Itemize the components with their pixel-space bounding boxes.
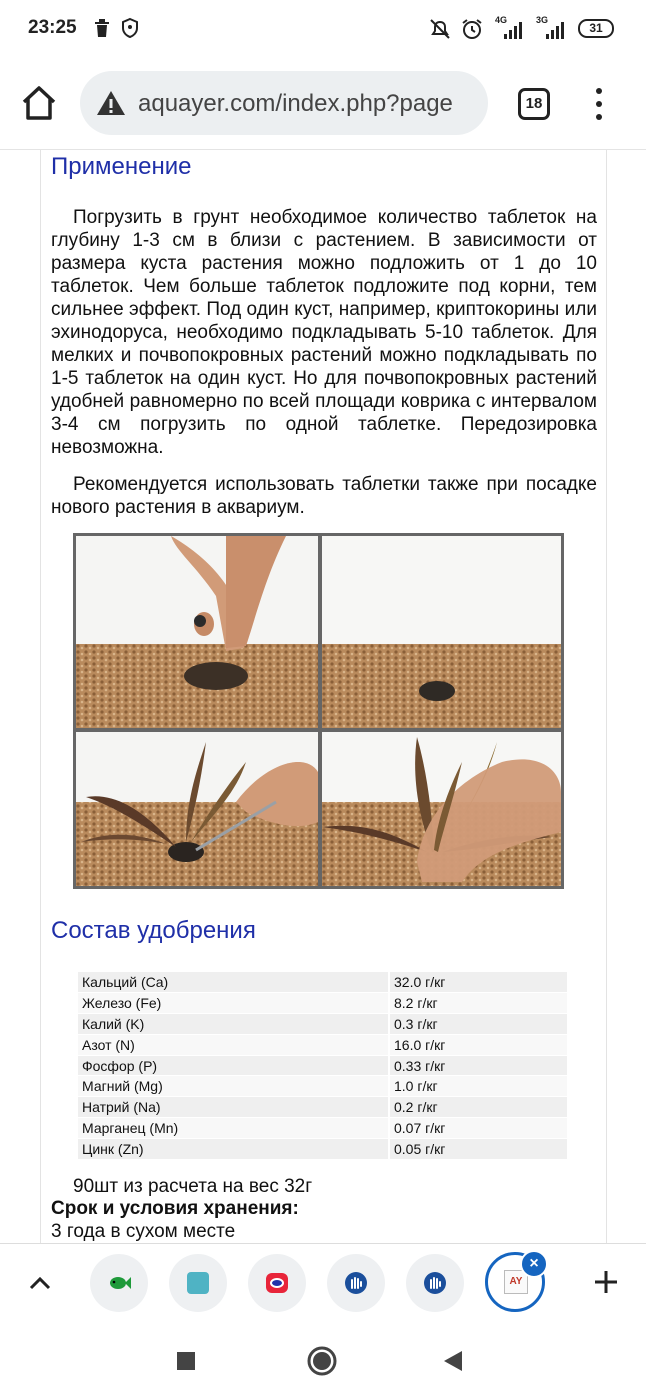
status-time: 23:25 <box>28 17 77 38</box>
composition-value: 16.0 г/кг <box>389 1034 567 1055</box>
shield-icon <box>120 17 140 39</box>
composition-value: 0.05 г/кг <box>389 1138 567 1159</box>
photo-planted-cryptocoryne <box>322 732 561 886</box>
usage-paragraph-1: Погрузить в грунт необходимое количество таблеток на глубину 1-3 см в близи с растением. В зависимости от размера куста растения можно подложить от 1 до 10 таблеток. Чем больше таблеток подложите под корни, тем сильнее эффект. Под один куст, например, криптокорины или эхинодоруса, необходимо подкладывать 5-10 таблеток. Для мелких и почвопокровных растений можно подкладывать по 1-5 таблеток на один куст. Но для почвопокровных растений удобней равномерно по всей площади коврика с интервалом 3-4 см погрузить по одной таблетке. Передозировка невозможна. <box>51 207 597 458</box>
back-icon[interactable] <box>442 1349 464 1373</box>
network-type-1: 4G <box>495 15 508 25</box>
composition-name: Магний (Mg) <box>78 1076 389 1097</box>
composition-name: Марганец (Mn) <box>78 1118 389 1139</box>
composition-name: Цинк (Zn) <box>78 1138 389 1159</box>
tab-strip <box>0 1243 646 1323</box>
heading-composition: Состав удобрения <box>51 917 256 944</box>
table-row <box>78 972 567 993</box>
composition-value: 0.33 г/кг <box>389 1055 567 1076</box>
photo-planting-with-tweezers <box>76 732 318 886</box>
teal-square-icon <box>186 1271 210 1295</box>
table-row <box>78 1076 567 1097</box>
signal-icon <box>500 20 528 40</box>
heading-usage: Применение <box>51 153 192 180</box>
composition-value: 0.3 г/кг <box>389 1014 567 1035</box>
notifications-off-icon <box>428 17 452 41</box>
tab-thumb-4[interactable] <box>327 1254 385 1312</box>
table-row <box>78 1034 567 1055</box>
table-row <box>78 1097 567 1118</box>
recents-icon[interactable] <box>176 1351 196 1371</box>
red-oval-icon <box>265 1271 289 1295</box>
composition-name: Натрий (Na) <box>78 1097 389 1118</box>
composition-name: Калий (K) <box>78 1014 389 1035</box>
trash-icon <box>92 17 112 39</box>
storage-heading: Срок и условия хранения: <box>51 1198 299 1219</box>
address-bar[interactable] <box>80 71 488 135</box>
storage-text: 3 года в сухом месте <box>51 1221 236 1242</box>
chevron-up-icon[interactable] <box>26 1270 54 1298</box>
more-menu-icon[interactable] <box>590 86 608 122</box>
table-row <box>78 1055 567 1076</box>
blue-hand-icon <box>344 1271 368 1295</box>
close-tab-button[interactable]: × <box>520 1250 548 1278</box>
battery-indicator: 31 <box>578 19 614 38</box>
tab-thumb-5[interactable] <box>406 1254 464 1312</box>
home-circle-icon[interactable] <box>306 1345 338 1377</box>
tab-thumb-1[interactable] <box>90 1254 148 1312</box>
composition-name: Фосфор (P) <box>78 1055 389 1076</box>
table-row <box>78 1014 567 1035</box>
package-info: 90шт из расчета на вес 32г <box>73 1176 313 1197</box>
composition-value: 32.0 г/кг <box>389 972 567 993</box>
tab-thumb-3[interactable] <box>248 1254 306 1312</box>
url-text[interactable]: aquayer.com/index.php?page <box>138 90 453 117</box>
composition-value: 0.2 г/кг <box>389 1097 567 1118</box>
system-nav-bar <box>0 1323 646 1400</box>
network-type-2: 3G <box>536 15 549 25</box>
composition-name: Железо (Fe) <box>78 993 389 1014</box>
warning-icon[interactable] <box>96 89 126 117</box>
composition-value: 0.07 г/кг <box>389 1118 567 1139</box>
browser-toolbar <box>0 58 646 150</box>
home-icon[interactable] <box>18 82 60 124</box>
aquayer-favicon-icon: AY <box>504 1270 528 1294</box>
fish-icon <box>107 1271 131 1295</box>
composition-name: Азот (N) <box>78 1034 389 1055</box>
composition-value: 8.2 г/кг <box>389 993 567 1014</box>
status-bar <box>0 0 646 58</box>
table-row <box>78 1138 567 1159</box>
signal-icon <box>542 20 570 40</box>
composition-value: 1.0 г/кг <box>389 1076 567 1097</box>
planting-photo-grid <box>73 533 564 889</box>
table-row <box>78 1118 567 1139</box>
tab-switcher-button[interactable]: 18 <box>518 88 550 120</box>
photo-hand-dropping-tablet <box>76 536 318 728</box>
tab-thumb-2[interactable] <box>169 1254 227 1312</box>
plus-icon[interactable] <box>592 1268 620 1296</box>
alarm-icon <box>460 17 484 41</box>
composition-name: Кальций (Ca) <box>78 972 389 993</box>
table-row <box>78 993 567 1014</box>
photo-tablet-in-gravel <box>322 536 561 728</box>
usage-paragraph-2: Рекомендуется использовать таблетки также при посадке нового растения в аквариум. <box>51 474 597 518</box>
blue-hand-icon <box>423 1271 447 1295</box>
composition-table <box>78 972 567 1160</box>
